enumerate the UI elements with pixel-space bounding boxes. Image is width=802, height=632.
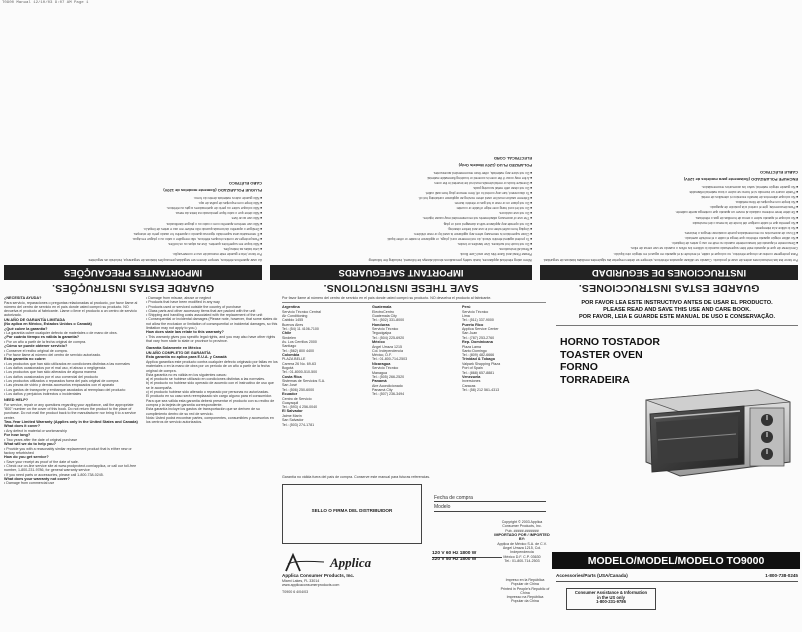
warranty-heading-en: NEED HELP?: [4, 398, 29, 403]
service-address-line: Tel.: (505) 266-2520: [372, 374, 405, 379]
warranty-mexico-text: Applica garantiza este producto contra cualquier defecto originado por fallas en los materiales o en la mano de obra por un período de un año a partir de la fecha original de compra.: [146, 359, 278, 373]
warranty-question: ¿Por cuánto tiempo es válida la garantía?: [4, 335, 80, 340]
warranty-heading: ¿NECESITA AYUDA?: [4, 296, 42, 300]
service-country: Rep. Dominicana: [462, 340, 493, 345]
en-bullet: ■ Do not store any materials, other than recommended accessories.: [270, 170, 532, 174]
service-address-line: PLAZA BELLE: [282, 357, 306, 362]
en-bullet: ■ Oversize foods or metal utensils must not be inserted in the oven.: [270, 180, 532, 184]
service-column-2: [372, 305, 456, 427]
en-para-1: When using electrical appliances, basic safety precautions should always be followed, including the following:: [368, 258, 532, 262]
pt-cord-heading: CABO ELÉTRICO: [228, 181, 262, 187]
importer-heading: IMPORTADO POR / IMPORTED BY:: [494, 532, 550, 542]
service-address-line: San Salvador: [282, 418, 304, 423]
service-country: Venezuela: [462, 374, 481, 379]
warranty-exclusion: • Los daños ocasionados por el uso comercial del producto: [4, 374, 98, 379]
es-bullet: ■ No utilice ningún aparato eléctrico que tenga el cable o el enchufe averiado.: [540, 235, 798, 239]
consumer-assistance-box: [566, 588, 656, 610]
service-address-line: Sistemas de Servicios S.A.: [282, 379, 326, 384]
service-address-line: Tel.: (593) 4 256-0040: [282, 405, 318, 410]
en-save-heading: SAVE THESE INSTRUCTIONS.: [323, 282, 479, 294]
service-address-line: Ángel Urraza 1215: [372, 344, 402, 349]
warranty-section-en: Two-Year Limited Warranty (Applies only in the United States and Canada): [4, 419, 138, 424]
warranty-intro: Para servicio, reparaciones o preguntas relacionadas al producto, por favor llame al número del centro de servicio en el país donde usted compró su producto. NO devuelva el producto al fabricante. Llame o lleve el producto a un centro de servicio autorizado.: [4, 300, 138, 318]
en-polarized-heading: POLARIZED PLUG (120V Models Only): [458, 162, 532, 168]
consumer-assistance-title: Consumer Assistance & Information: [574, 590, 648, 595]
es-bullet: ■ No limpie con esponjas de fibra metálica.: [540, 199, 798, 203]
en-para-2: Please Read and Save this Use and Care Book.: [459, 252, 532, 256]
warranty-mexico-text: El producto en su caso será reemplazado sin cargo alguno para el consumidor.: [146, 394, 273, 399]
service-address-line: San José: [282, 383, 297, 388]
service-address-line: Air Conditioning: [282, 314, 308, 319]
copyright-block: [494, 520, 550, 563]
service-country: Puerto Rico: [462, 322, 484, 327]
warranty-exclusion: • Los productos que han sido alterados de alguna manera: [4, 370, 97, 375]
es-bullet: ■ El uso de accesorios no recomendados puede ocasionar riesgos o lesiones.: [540, 230, 798, 234]
service-address-line: Caracas: [462, 383, 476, 388]
warranty-section: UN AÑO DE GARANTÍA LIMITADA: [4, 317, 66, 322]
service-address-line: Servicio Técnico Central: [282, 309, 321, 314]
service-address-line: Centro de Servicio: [282, 396, 312, 401]
service-address-line: Servicio Técnico: [372, 366, 399, 371]
please-read-pt: POR FAVOR, LEIA E GUARDE ESTE MANUAL DE USO E CONSERVAÇÃO.: [578, 314, 776, 321]
warranty-question: ¿Qué cubre la garantía?: [4, 326, 48, 331]
service-intro: Por favor llame al número del centro de servicio en el país donde usted compró su producto. NO devuelva el producto al fabricante.: [282, 296, 546, 303]
electrical-specs: [432, 552, 502, 562]
spec-line-2: 220 V 50 Hz 1800 W: [432, 556, 477, 562]
brand-address: Miami Lakes, FL 33014: [282, 578, 320, 583]
es-cord-heading: CABLE ELÉCTRICO: [760, 170, 798, 176]
service-address-line: Santiago: [282, 344, 297, 349]
service-country: Panamá: [372, 379, 387, 384]
file-header: T0900 Manual 12/10/03 9:07 AM Page 1: [2, 1, 89, 5]
en-bullet: ■ The use of accessory attachments not recommended may cause injuries.: [270, 216, 532, 220]
service-country: El Salvador: [282, 409, 303, 414]
warranty-question: For how long?: [4, 433, 31, 438]
en-bullet: ■ Unplug from outlet when not in use and before cleaning.: [270, 226, 532, 230]
service-address-line: ElectroCentro: [372, 309, 394, 314]
service-country: Nicaragua: [372, 361, 391, 366]
distributor-stamp-box: [282, 484, 422, 544]
service-address-line: Tel.: (506) 250-6000: [282, 387, 315, 392]
service-address-line: Tel.: (54) 11 4106-7100: [282, 326, 319, 331]
cover-titles: [560, 336, 670, 386]
warranty-mexico-text: c) el producto hubiese sido alterado o reparado por personas no autorizadas.: [146, 390, 269, 395]
service-address-line: Tel.: 01-800-714-2503: [372, 357, 408, 362]
service-country: Honduras: [372, 322, 390, 327]
es-polarized-heading: ENCHUFE POLARIZADO (Solamente para modelos de 120V): [683, 177, 798, 183]
warranty-answer: • Damage from commercial use: [4, 481, 55, 486]
es-bullet: ■ No coloque el aparato sobre o cerca de hornillas de gas o eléctricas.: [540, 215, 798, 219]
service-address-line: Tel.: (868) 657-8881: [462, 370, 495, 375]
pt-bullet: ■ Não use nenhum aparelho com o cabo ou o plugue danificados.: [4, 221, 262, 225]
service-address-line: San Juan: [462, 331, 478, 336]
en-bullet: ■ Extreme caution must be used when moving an appliance containing hot oil.: [270, 195, 532, 199]
brand-block: [282, 552, 422, 594]
consumer-assistance-number: 1-800-231-9786: [596, 599, 626, 604]
en-bullet: ■ Do not clean with metal scouring pads.: [270, 185, 532, 189]
service-address-line: Tel.: (507) 236-3494: [372, 392, 405, 397]
service-address-line: Servicio Técnico: [372, 327, 399, 332]
pt-bullet: ■ Leia todas as instruções.: [4, 246, 262, 250]
service-country: Guatemala: [372, 305, 392, 310]
service-column-1: [282, 305, 366, 427]
es-bullet: ■ Se debe tener extremo cuidado al mover un aparato que contenga aceite caliente.: [540, 210, 798, 214]
warranty-answer: • Two years after the date of original purchase: [4, 437, 78, 442]
service-country: Colombia: [282, 352, 300, 357]
warranty-exclusion: • Los productos utilizados o reparados fuera del país original de compra: [4, 379, 119, 384]
accessories-label: Accessories/Parts (USA/Canada): [556, 573, 628, 578]
warranty-answer: • Products used or serviced outside the country of purchase: [146, 304, 241, 309]
pt-title: IMPORTANTES PRECAUÇÕES: [4, 265, 262, 280]
en-cord-heading: ELECTRICAL CORD: [493, 155, 532, 161]
en-title: IMPORTANT SAFEGUARDS: [270, 265, 532, 280]
service-country: México: [372, 340, 385, 345]
warranty-answer: • Shipping and handling costs associated with the replacement of the unit: [146, 313, 263, 318]
service-address-line: Guatemala City: [372, 314, 397, 319]
es-save-heading: GUARDE ESTAS INSTRUCCIONES.: [578, 282, 760, 294]
spec-line-1: 120 V 60 Hz 1800 W: [432, 552, 502, 558]
service-address-line: Tel.: (502) 331-8000: [372, 318, 405, 323]
service-address-line: Tel.: (562) 800 4400: [282, 348, 314, 353]
pt-bullet: ■ Não coloque sobre ou perto de queimadores a gás ou elétricos.: [4, 205, 262, 209]
service-address-line: Guayaquil: [282, 400, 299, 405]
warranty-question: What does it cover?: [4, 424, 41, 429]
warranty-question: ¿Cómo se puede obtener servicio?: [4, 344, 68, 349]
service-address-line: Port of Spain: [462, 366, 483, 371]
title-en: TOASTER OVEN: [560, 348, 643, 361]
service-address-line: Aire Acondicionado: [372, 383, 403, 388]
service-address-line: Av. Los Cerrillos 2000: [282, 340, 317, 345]
please-read-en: PLEASE READ AND SAVE THIS USE AND CARE BOOK.: [603, 307, 751, 314]
es-para-1: Por favor lea las instrucciones antes de usar el producto. Cuando se utilizan aparatos eléctricos, siempre se deben respetar las siguientes medidas básicas de seguridad.: [542, 258, 798, 262]
service-country: Argentina: [282, 305, 300, 310]
warranty-mexico-text: Nota: Usted podrá encontrar partes, componentes, consumibles y accesorios en los centros de servicio autorizados.: [146, 415, 274, 425]
warranty-exclusion: • Los gastos de transporte y embarque asociados al reemplazo del producto: [4, 387, 126, 392]
service-address-line: Lima: [462, 314, 470, 319]
brand-website: www.applicaconsumerproducts.com: [282, 582, 340, 587]
es-bullet: ■ Desconecte el aparato del tomacorriente cuando no esté en uso y antes de limpiarlo.: [540, 240, 798, 244]
pt-save-heading: GUARDE ESTAS INSTRUÇÕES.: [51, 282, 215, 294]
service-address-line: Buenos Aires: [282, 322, 304, 327]
portuguese-column: [4, 8, 262, 296]
service-address-line: Servicio Técnico: [462, 309, 489, 314]
es-title: INSTRUCCIONES DE SEGURIDAD: [540, 265, 798, 280]
brand-company: Applica Consumer Products, Inc.: [282, 573, 355, 578]
service-country: Costa Rica: [282, 374, 302, 379]
warranty-mexico-text: Para que sea válida esta garantía deberá presentar el producto con su recibo de compra y la tarjeta de garantía correspondiente.: [146, 398, 275, 407]
warranty-answer: • Damage from misuse, abuse or neglect: [146, 296, 211, 300]
toaster-oven-illustration: [640, 384, 796, 480]
service-address-line: Tegucigalpa: [372, 331, 392, 336]
warranty-answer: • La garantía cubre cualquier defecto de materiales o de mano de obra.: [4, 331, 118, 336]
warranty-answer: • Products that have been modified in any way: [146, 300, 220, 305]
instructions-section: [0, 8, 802, 296]
warranty-mexico-text: Esta garantía no es válida en los siguientes casos:: [146, 372, 227, 377]
service-address-line: Cabildo 1455: [282, 318, 304, 323]
title-es: HORNO TOSTADOR: [560, 336, 660, 348]
pt-polarized-heading: PLUGUE POLARIZADO (Somente modelos de 120V): [163, 188, 262, 194]
warranty-column-2: [146, 296, 278, 424]
es-bullet: ■ Para desconectar, gire el control a la posición de apagado.: [540, 204, 798, 208]
warranty-exclusion: • Las piezas de vidrio y demás accesorios empacados con el aparato: [4, 383, 115, 388]
warranty-mexico-heading: Garantía Solamente en México: [146, 346, 202, 351]
pt-bullet: ■ Para proteger-se contra choques elétricos, não mergulhe o cabo ou o plugue em água.: [4, 236, 262, 240]
printed-in-block: [500, 578, 550, 604]
warranty-exclusion: • Los daños ocasionados por el mal uso, el abuso o negligencia: [4, 366, 106, 371]
cover-please-read: [556, 300, 798, 326]
service-address-line: Applica Service Center: [462, 327, 499, 332]
en-bullet: ■ Do not touch hot surfaces. Use handles or knobs.: [270, 241, 532, 245]
en-bullet: ■ To disconnect, turn any control to off, then remove plug from wall outlet.: [270, 190, 532, 194]
service-address-line: Jaime Marín: [282, 413, 302, 418]
es-bullet: ■ No guarde ningún material, salvo los accesorios recomendados.: [540, 184, 798, 188]
service-country: Trinidad & Tobago: [462, 357, 496, 362]
warranty-mexico-text: Esta garantía incluye los gastos de transportación que se deriven de su cumplimiento dentro de su red de servicio.: [146, 407, 260, 416]
service-address-line: Valpark Shopping Plaza: [462, 361, 501, 366]
service-centers: [282, 296, 546, 427]
pt-para-2: Por favor, leia e guarde este manual de uso e conservação.: [172, 252, 262, 256]
service-address-line: Col. Independencia: [372, 348, 403, 353]
purchase-info: [434, 496, 546, 512]
service-address-line: Bogotá: [282, 366, 294, 371]
pt-bullet: ■ Desligue o aparelho da tomada quando não estiver em uso e antes de limpá-lo.: [4, 226, 262, 230]
printed-in-line: Printed in People's Republic of China: [500, 586, 550, 595]
service-address-line: Tel.: (58) 212 561-4313: [462, 387, 500, 392]
warranty-answer: • Check our on-line service site at www.prodprotect.com/applica, or call our toll-free number, 1-800-231-9786, for general warranty service: [4, 463, 137, 473]
english-column: [270, 8, 532, 296]
es-bullet: ■ No lo utilice a la intemperie.: [540, 225, 798, 229]
es-bullet: ■ Puede ocurrir un incendio si el horno se cubre o toca material inflamable.: [540, 189, 798, 193]
pt-bullet: ■ É necessária uma supervisão rigorosa quando o aparelho for usado perto de crianças.: [4, 231, 262, 235]
printed-in-line: Impresso na República Popular da China: [506, 595, 544, 604]
warranty-mexico-sub: UN AÑO COMPLETO DE GARANTÍA: [146, 350, 211, 355]
warranty-answer: • This warranty gives you specific legal rights, and you may also have other rights that vary from state to state or province to province.: [146, 334, 276, 344]
en-bullet: ■ A fire may occur if the oven is covered or touching flammable material.: [270, 175, 532, 179]
service-address-line: Tel.: 01-8000-510-500: [282, 370, 318, 375]
accessories-number: 1-800-738-0245: [765, 573, 798, 578]
service-address-line: Panamá City: [372, 387, 393, 392]
warranty-answer: • Provide you with a reasonably similar replacement product that is either new or factory refurbished: [4, 446, 132, 455]
importer-line: Tel.: 01-800-714-2503: [504, 559, 540, 564]
service-address-line: Tel.: (504) 225-6920: [372, 335, 405, 340]
purchase-date-label: Fecha de compra: [434, 496, 546, 502]
service-address-line: México, D.F.: [372, 353, 392, 358]
service-address-line: Tel.: (503) 274-1781: [282, 422, 315, 427]
es-para-3: Cerciórese de que el aparato esté bien supervisado cuando lo utilicen los niños o cuando se use cerca de ellos.: [630, 246, 798, 250]
warranty-answer: • Conserve el recibo original de compra.: [4, 348, 68, 353]
service-address-line: Inversiones: [462, 379, 481, 384]
service-column-3: [462, 305, 546, 427]
model-banner: MODELO/MODEL/MODELO TO9000: [552, 552, 800, 569]
es-bullet: ■ No permita que el cable cuelgue del borde de la mesa o del mostrador.: [540, 220, 798, 224]
warranty-mexico-note: Esta garantía no aplica para E.U.A. y Canadá: [146, 355, 227, 360]
service-country: Perú: [462, 305, 471, 310]
warranty-answer: • Por favor llame al número del centro de servicio autorizado.: [4, 353, 102, 358]
importer-line: México D.F. C.P. 03630: [503, 554, 541, 559]
warranty-answer: • Any defect in material or workmanship: [4, 428, 67, 433]
accessories-line: [556, 574, 798, 582]
pt-bullet: ■ Não deixe que o cabo fique pendurado na beira da mesa.: [4, 210, 262, 214]
printed-in-line: Impreso en la República Popular de China: [505, 578, 545, 587]
warranty-section-sub: (No aplica en México, Estados Unidos o Canadá): [4, 322, 92, 327]
service-address-line: Carrera 26 No. 69-63: [282, 361, 316, 366]
warranty-exclusion: • Los daños y perjuicios indirectos o incidentales: [4, 391, 82, 396]
en-bullet: ■ Do not use outdoors.: [270, 210, 532, 214]
en-bullet: ■ To protect against electric shock, do not immerse cord, plugs, or appliance in water or other liquid.: [270, 236, 532, 240]
service-address-line: Managua: [372, 370, 387, 375]
applica-logo-icon: [282, 552, 326, 574]
pt-para-1: Ao usar aparelhos elétricos, sempre devem ser seguidas precauções básicas de segurança, incluindo as seguintes:: [87, 258, 262, 262]
en-bullet: ■ Do not operate any appliance with a damaged cord or plug.: [270, 221, 532, 225]
warranty-exclusion: • Los productos que han sido utilizados en condiciones distintas a las normales: [4, 361, 130, 366]
service-address-line: Plaza Lama: [462, 344, 481, 349]
please-read-es: POR FAVOR LEA ESTE INSTRUCTIVO ANTES DE USAR EL PRODUCTO.: [581, 300, 773, 306]
pt-bullet: ■ Não use ao ar livre.: [4, 216, 262, 220]
pt-bullet: ■ Não toque em superfícies quentes. Use as alças ou os botões.: [4, 241, 262, 245]
warranty-column-1: [4, 296, 138, 486]
warranty-answer: • If you need parts or accessories, please call 1-800-738-0245.: [4, 472, 104, 477]
service-footnote: Garantía no válida fuera del país de compra. Conserve este manual para futuras referencias.: [282, 475, 431, 479]
warranty-mexico-text: b) el producto no hubiese sido operado de acuerdo con el instructivo de uso que se le acompaña.: [146, 381, 274, 390]
en-bullet: ■ Close supervision is necessary when any appliance is used by or near children.: [270, 231, 532, 235]
stamp-label: SELLO O FIRMA DEL DISTRIBUIDOR: [311, 508, 393, 513]
title-pt: FORNO TORRADEIRA: [560, 361, 630, 386]
importer-line: Ángel Urraza 1215, Col. Independencia: [502, 546, 542, 555]
importer-line: Applica de México S.A. de C.V.: [497, 541, 547, 546]
copyright-line: Copyright © 2003 Applica Consumer Products, Inc.: [501, 520, 543, 529]
pub-number: Pub. #####-#######: [505, 528, 539, 533]
en-bullet: ■ Do not place on or near a hot gas or electric burner.: [270, 200, 532, 204]
warranty-answer: • Glass parts and other accessory items that are packed with the unit: [146, 308, 256, 313]
service-country: Ecuador: [282, 392, 298, 397]
warranty-mexico-text: a) el producto se hubiese utilizado en condiciones distintas a las normales.: [146, 377, 266, 382]
warranty-answer: • Consequential or incidental damages (Please note, however, that some states do not allow the exclusion or limitation of consequential or incidental damages, so this limitation may not apply to you.): [146, 317, 278, 331]
pt-bullet: ■ Não guarde outros materiais dentro do forno.: [4, 195, 262, 199]
en-bullet: ■ Do not let cord hang over edge of table or counter.: [270, 205, 532, 209]
service-address-line: Santo Domingo: [462, 348, 487, 353]
es-bullet: ■ No coloque alimentos de tamaño excesivo ni utensilios de metal.: [540, 194, 798, 198]
service-address-line: Tel.: (809) 482-6666: [462, 353, 495, 358]
model-label: Modelo: [434, 505, 546, 511]
warranty-question: How does state law relate to this warranty?: [146, 330, 224, 335]
warranty-question: Esta garantía no cubre:: [4, 357, 47, 362]
service-address-line: Sindelen: [282, 335, 296, 340]
service-country: Chile: [282, 331, 292, 336]
warranty-answer: • Por un año a partir de la fecha original de compra.: [4, 339, 87, 344]
warranty-answer: • Save your receipt as proof of the date of sale.: [4, 459, 79, 464]
spanish-column: [540, 8, 798, 296]
warranty-question: How do you get service?: [4, 455, 49, 460]
en-bullet: ■ Read all instructions.: [270, 246, 532, 250]
applica-logo-text: Applica: [330, 555, 372, 570]
consumer-assistance-region: in the US only: [597, 594, 625, 600]
warranty-question: What will we do to help you?: [4, 442, 56, 447]
es-para-2: Para protegerse contra un choque eléctrico, no coloque el cable, el enchufe ni el aparato en agua ni en ningún otro líquido.: [613, 252, 798, 256]
service-address-line: Tel.: (787) 253-2760: [462, 335, 495, 340]
brand-part-number: T0900 6 4/04/03: [282, 590, 309, 595]
service-address-line: Tel.: (511) 337-9000: [462, 318, 494, 323]
pt-bullet: ■ Não limpe com esponjas de palha de aço.: [4, 200, 262, 204]
warranty-question: What does your warranty not cover?: [4, 476, 70, 481]
warranty-intro-en: For service, repair or any questions regarding your appliance, call the appropriate "800" number on the cover of this book. Do not return the product to the place of purchase. Do not mail the product back to the manufacturer nor bring it to a service center.: [4, 402, 137, 420]
